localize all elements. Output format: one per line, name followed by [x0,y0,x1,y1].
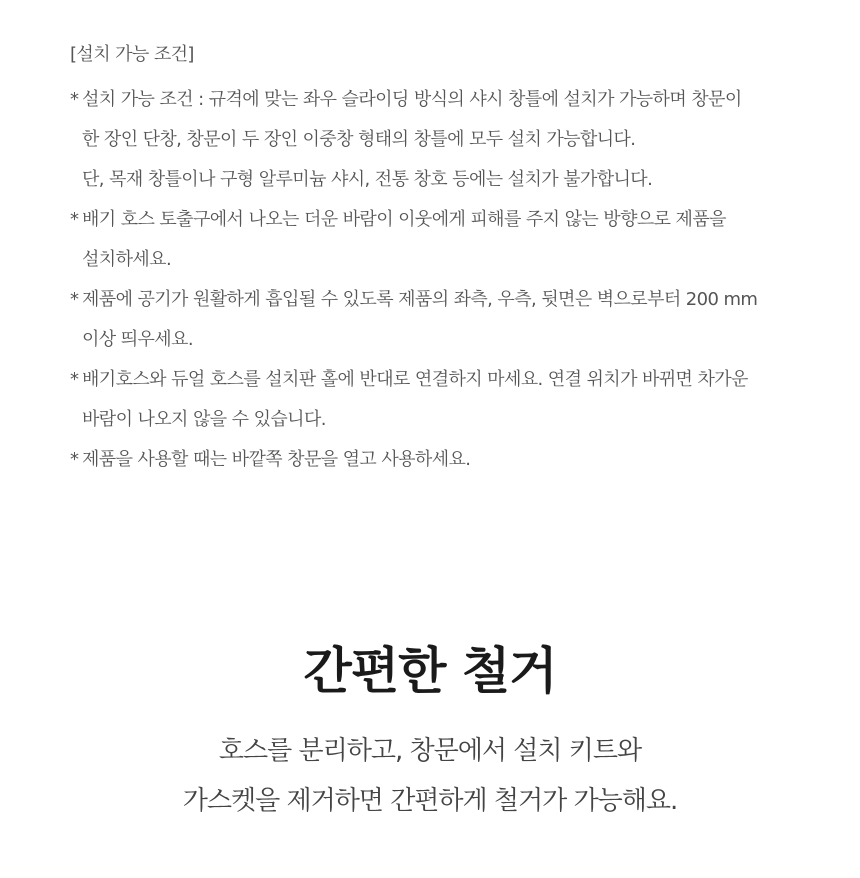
note-bullet: * [70,209,79,230]
note-item [70,200,770,280]
note-bullet: * [70,369,79,390]
note-bullet: * [70,89,79,110]
note-line: 설치하세요. [82,249,172,270]
note-line: 제품을 사용할 때는 바깥쪽 창문을 열고 사용하세요. [82,449,471,470]
removal-description-line: 가스켓을 제거하면 간편하게 철거가 가능해요. [182,786,678,816]
note-item [70,360,770,440]
note-bullet: * [70,449,79,470]
note-bullet: * [70,289,79,310]
note-line: 한 장인 단창, 창문이 두 장인 이중창 형태의 창틀에 모두 설치 가능합니다. [82,129,636,150]
installation-notes [70,40,770,480]
note-line: 설치 가능 조건 : 규격에 맞는 좌우 슬라이딩 방식의 샤시 창틀에 설치가 가능하며 창문이 [82,89,742,110]
note-line: 바람이 나오지 않을 수 있습니다. [82,409,326,430]
note-line: 배기호스와 듀얼 호스를 설치판 홀에 반대로 연결하지 마세요. 연결 위치가 바뀌면 차가운 [82,369,748,390]
note-line: 제품에 공기가 원활하게 흡입될 수 있도록 제품의 좌측, 우측, 뒷면은 벽으로부터 200 mm [82,289,758,310]
removal-description-line: 호스를 분리하고, 창문에서 설치 키트와 [218,736,642,766]
note-item [70,280,770,360]
note-line: 이상 띄우세요. [82,329,193,350]
note-item [70,440,770,480]
note-item [70,80,770,200]
notes-heading: [설치 가능 조건] [70,44,194,65]
removal-title: 간편한 철거 [303,642,557,700]
note-line: 배기 호스 토출구에서 나오는 더운 바람이 이웃에게 피해를 주지 않는 방향으로 제품을 [82,209,726,230]
removal-description [0,726,860,826]
note-line: 단, 목재 창틀이나 구형 알루미늄 샤시, 전통 창호 등에는 설치가 불가합니다. [82,169,653,190]
